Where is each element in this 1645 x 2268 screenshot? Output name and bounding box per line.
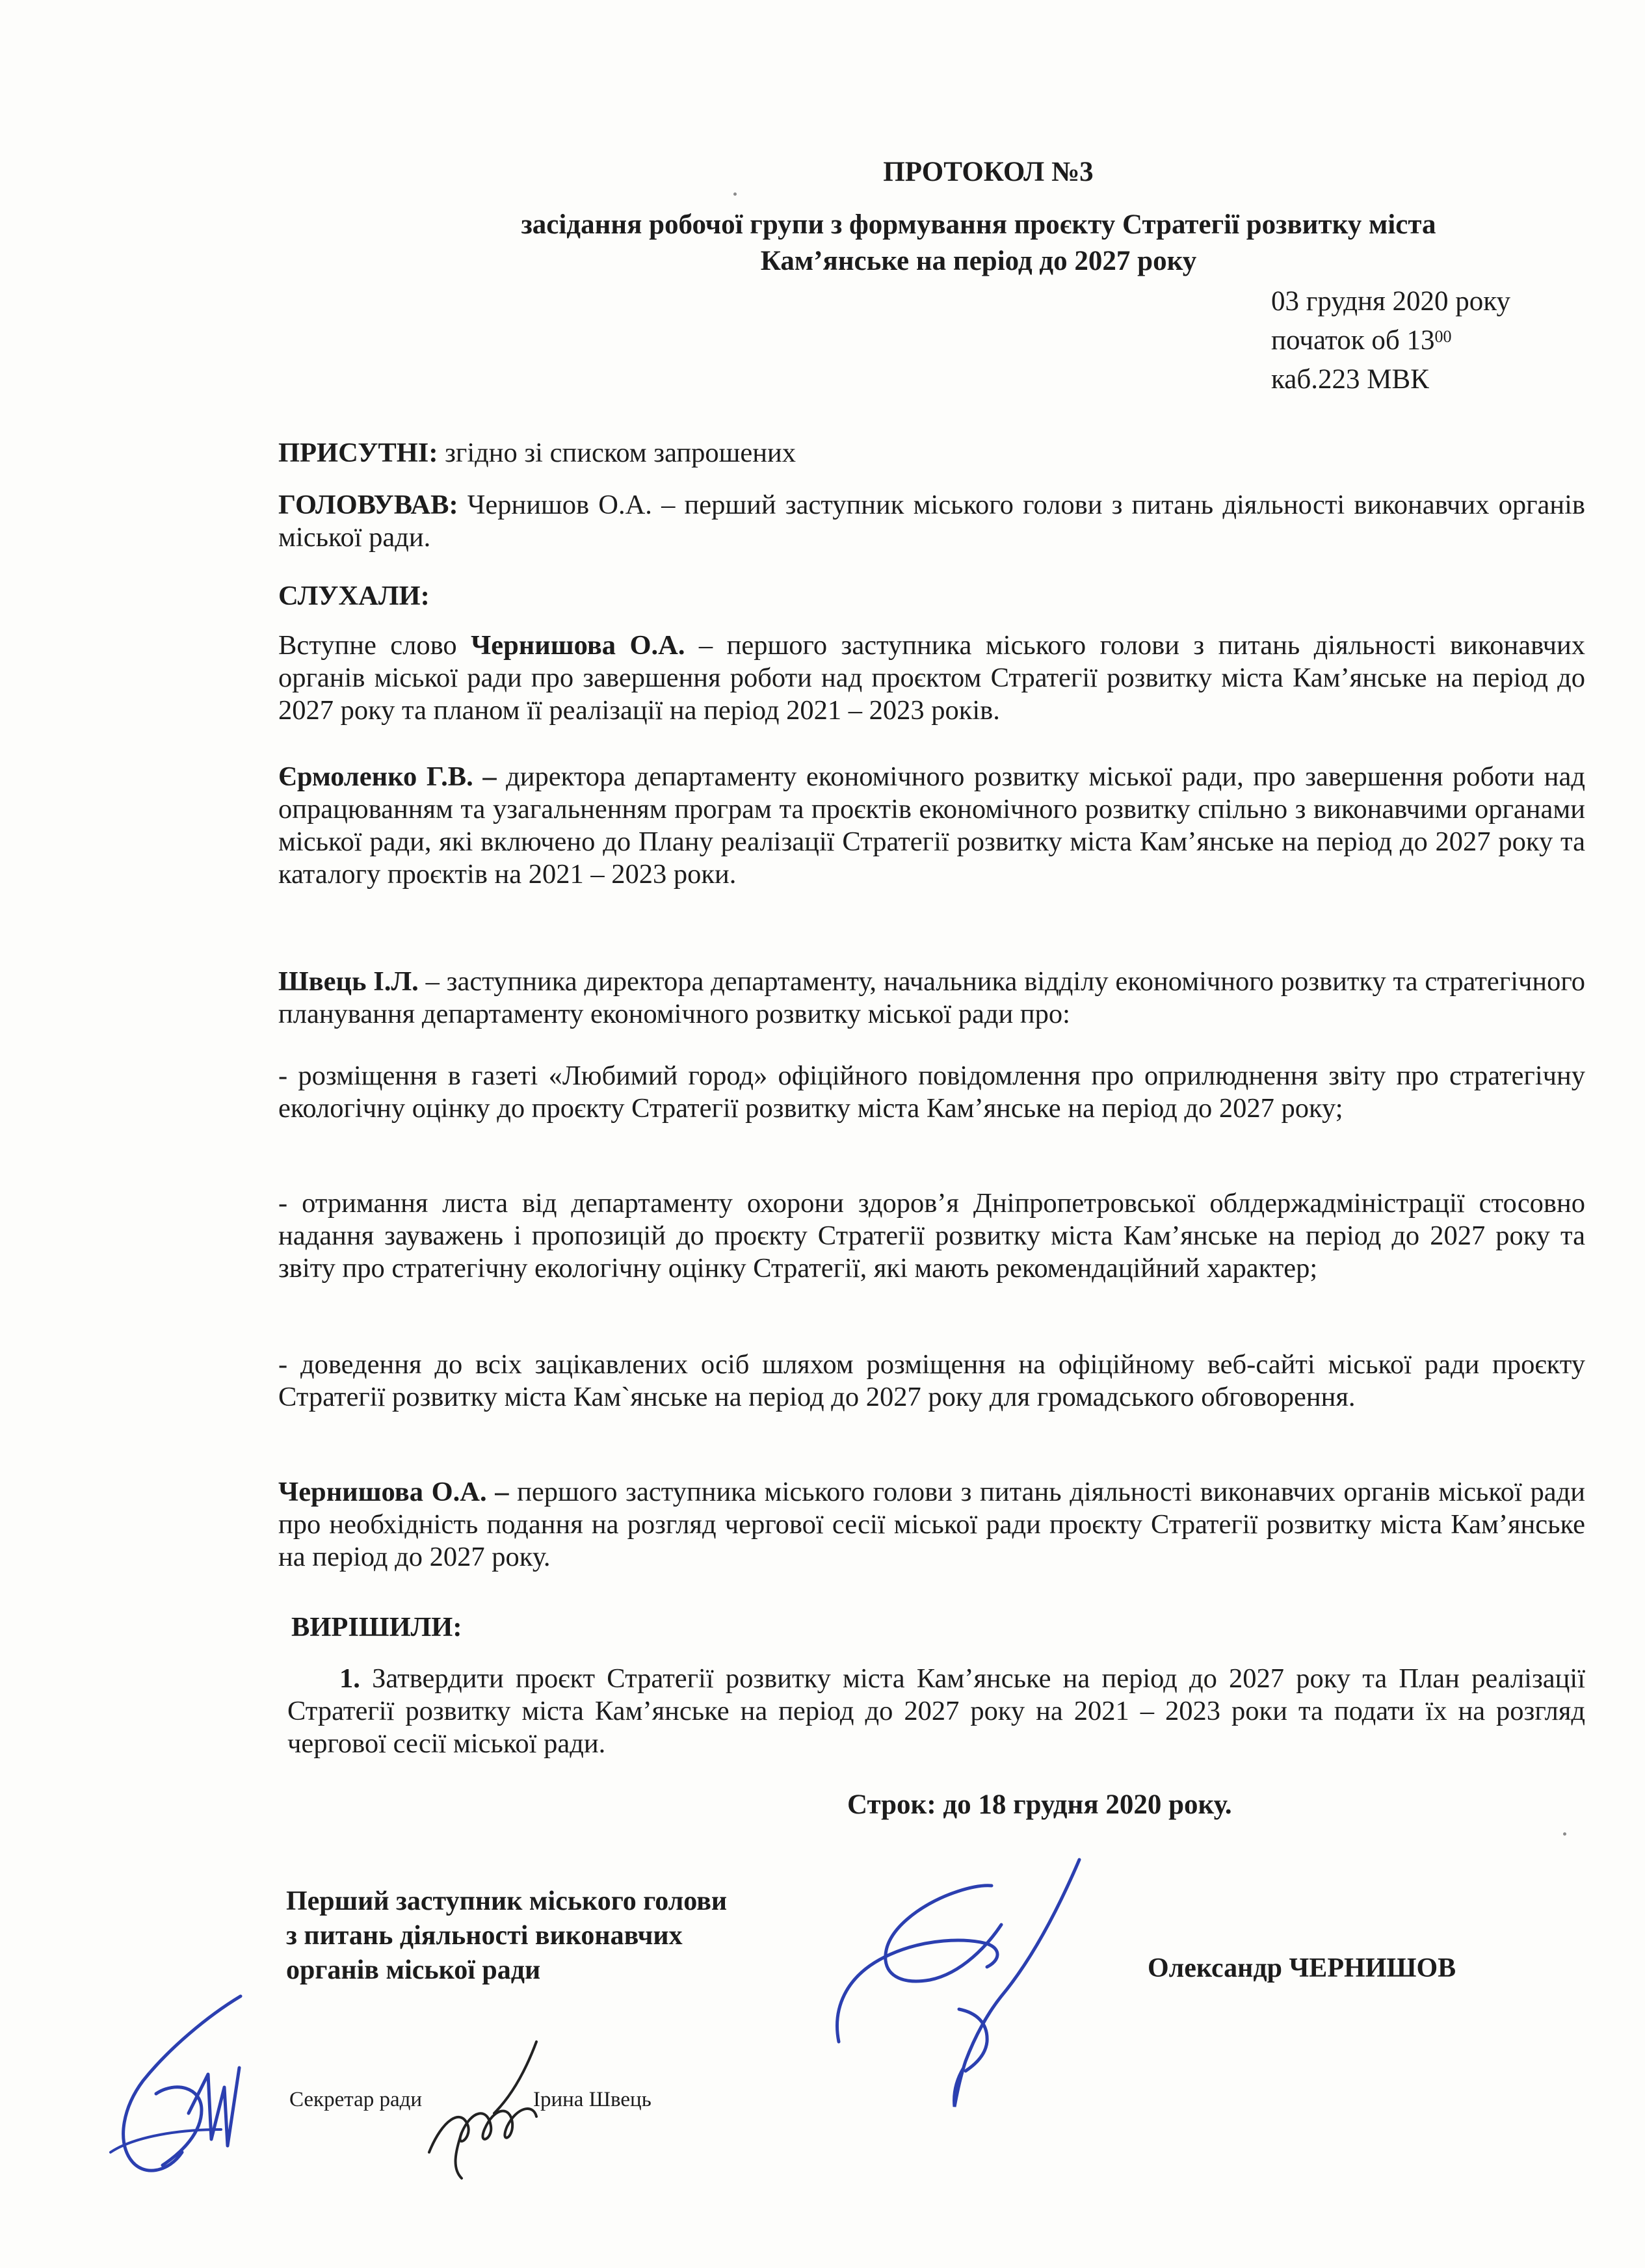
meeting-room: каб.223 МВК: [1271, 364, 1429, 395]
chaired-text: Чернишов О.А. – перший заступник міського голови з питань діяльності виконавчих органів міської ради.: [278, 490, 1585, 553]
signature-margin-initials: [91, 1990, 260, 2198]
scan-speck: [1563, 1832, 1566, 1836]
heard-heading: [278, 580, 1585, 613]
subtitle-line-2: Кам’янське на період до 2027 року: [760, 246, 1197, 276]
signer-line-2: з питань діяльності виконавчих: [286, 1921, 683, 1951]
meeting-date: 03 грудня 2020 року: [1271, 286, 1511, 317]
heard-p1-text: – першого заступника міського голови з питань діяльності виконавчих органів міської ради про завершення роботи над проєктом Стратегії розвитку міста Кам’янське на період до 2027 року та планом її реалізації на період 2021 – 2023 років.: [278, 630, 1585, 726]
heard-bullet-2: - отримання листа від департаменту охорони здоров’я Дніпропетровської облдержадміністрації стосовно надання зауважень і пропозицій до проєкту Стратегії розвитку міста Кам’янське на період до 2027 року та звіту про стратегічну екологічну оцінку Стратегії, які мають рекомендаційний характер;: [278, 1188, 1585, 1284]
heard-p1-name: Чернишова О.А.: [471, 630, 685, 661]
decided-heading: [291, 1611, 1598, 1644]
meeting-start-time: [1271, 321, 1510, 360]
document-title: ПРОТОКОЛ №3: [883, 157, 1094, 187]
decided-item-text: Затвердити проєкт Стратегії розвитку міста Кам’янське на період до 2027 року та План реалізації Стратегії розвитку міста Кам’янське на період до 2027 року на 2021 – 2023 роки та подати їх на розгляд чергової сесії міської ради.: [287, 1663, 1585, 1759]
signer-name: Олександр ЧЕРНИШОВ: [1148, 1953, 1456, 1983]
heard-p3-name: Швець І.Л.: [278, 966, 419, 997]
heard-p4-name: Чернишова О.А. –: [278, 1477, 509, 1507]
present-text: згідно зі списком запрошених: [438, 438, 796, 468]
document-subtitle: [416, 207, 1541, 280]
heard-paragraph-3: [278, 966, 1585, 1031]
heard-p4-text: першого заступника міського голови з питань діяльності виконавчих органів міської ради про необхідність подання на розгляд чергової сесії міської ради проєкту Стратегії розвитку міста Кам’янське на період до 2027 року.: [278, 1477, 1585, 1572]
heard-label: СЛУХАЛИ:: [278, 581, 430, 611]
chaired-label: ГОЛОВУВАВ:: [278, 490, 458, 520]
signature-secretary: [416, 2035, 579, 2191]
deadline: Строк: до 18 грудня 2020 року.: [847, 1789, 1232, 1820]
start-time-minutes: 00: [1434, 327, 1452, 346]
secretary-name: Ірина Швець: [533, 2088, 651, 2111]
scan-speck: [733, 192, 737, 196]
start-time-text: початок об 13: [1271, 325, 1435, 356]
heard-p2-name: Єрмоленко Г.В. –: [278, 761, 497, 792]
signer-line-3: органів міської ради: [286, 1955, 541, 1985]
heard-paragraph-1: [278, 629, 1585, 727]
heard-p2-text: директора департаменту економічного розвитку міської ради, про завершення роботи над опрацюванням та узагальненням програм та проєктів економічного розвитку спільно з виконавчими органами міської ради, які включено до Плану реалізації Стратегії розвитку міста Кам’янське на період до 2027 року та каталогу проєктів на 2021 – 2023 роки.: [278, 761, 1585, 890]
signer-position: [286, 1884, 727, 1988]
heard-paragraph-2: [278, 761, 1585, 891]
heard-p3-text: – заступника директора департаменту, начальника відділу економічного розвитку та стратегічного планування департаменту економічного розвитку міської ради про:: [278, 966, 1585, 1029]
heard-bullet-3: - доведення до всіх зацікавлених осіб шляхом розміщення на офіційному веб-сайті міської ради проєкту Стратегії розвитку міста Кам`янське на період до 2027 року для громадського обговорення.: [278, 1349, 1585, 1412]
signature-chernyshov: [826, 1847, 1099, 2120]
decided-label: ВИРІШИЛИ:: [291, 1612, 462, 1642]
decided-item-1: [287, 1663, 1585, 1760]
decided-item-number: 1.: [339, 1663, 360, 1694]
present-paragraph: [278, 437, 1585, 469]
chaired-paragraph: [278, 489, 1585, 554]
heard-bullet-1: - розміщення в газеті «Любимий город» офіційного повідомлення про оприлюднення звіту про стратегічну екологічну оцінку до проєкту Стратегії розвитку міста Кам’янське на період до 2027 року;: [278, 1061, 1585, 1124]
heard-paragraph-4: [278, 1476, 1585, 1574]
date-block: [1271, 282, 1510, 399]
present-label: ПРИСУТНІ:: [278, 438, 438, 468]
signer-line-1: Перший заступник міського голови: [286, 1886, 728, 1916]
secretary-label: Секретар ради: [289, 2088, 423, 2111]
heard-p1-intro: Вступне слово: [278, 630, 471, 661]
subtitle-line-1: засідання робочої групи з формування проєкту Стратегії розвитку міста: [521, 209, 1436, 240]
